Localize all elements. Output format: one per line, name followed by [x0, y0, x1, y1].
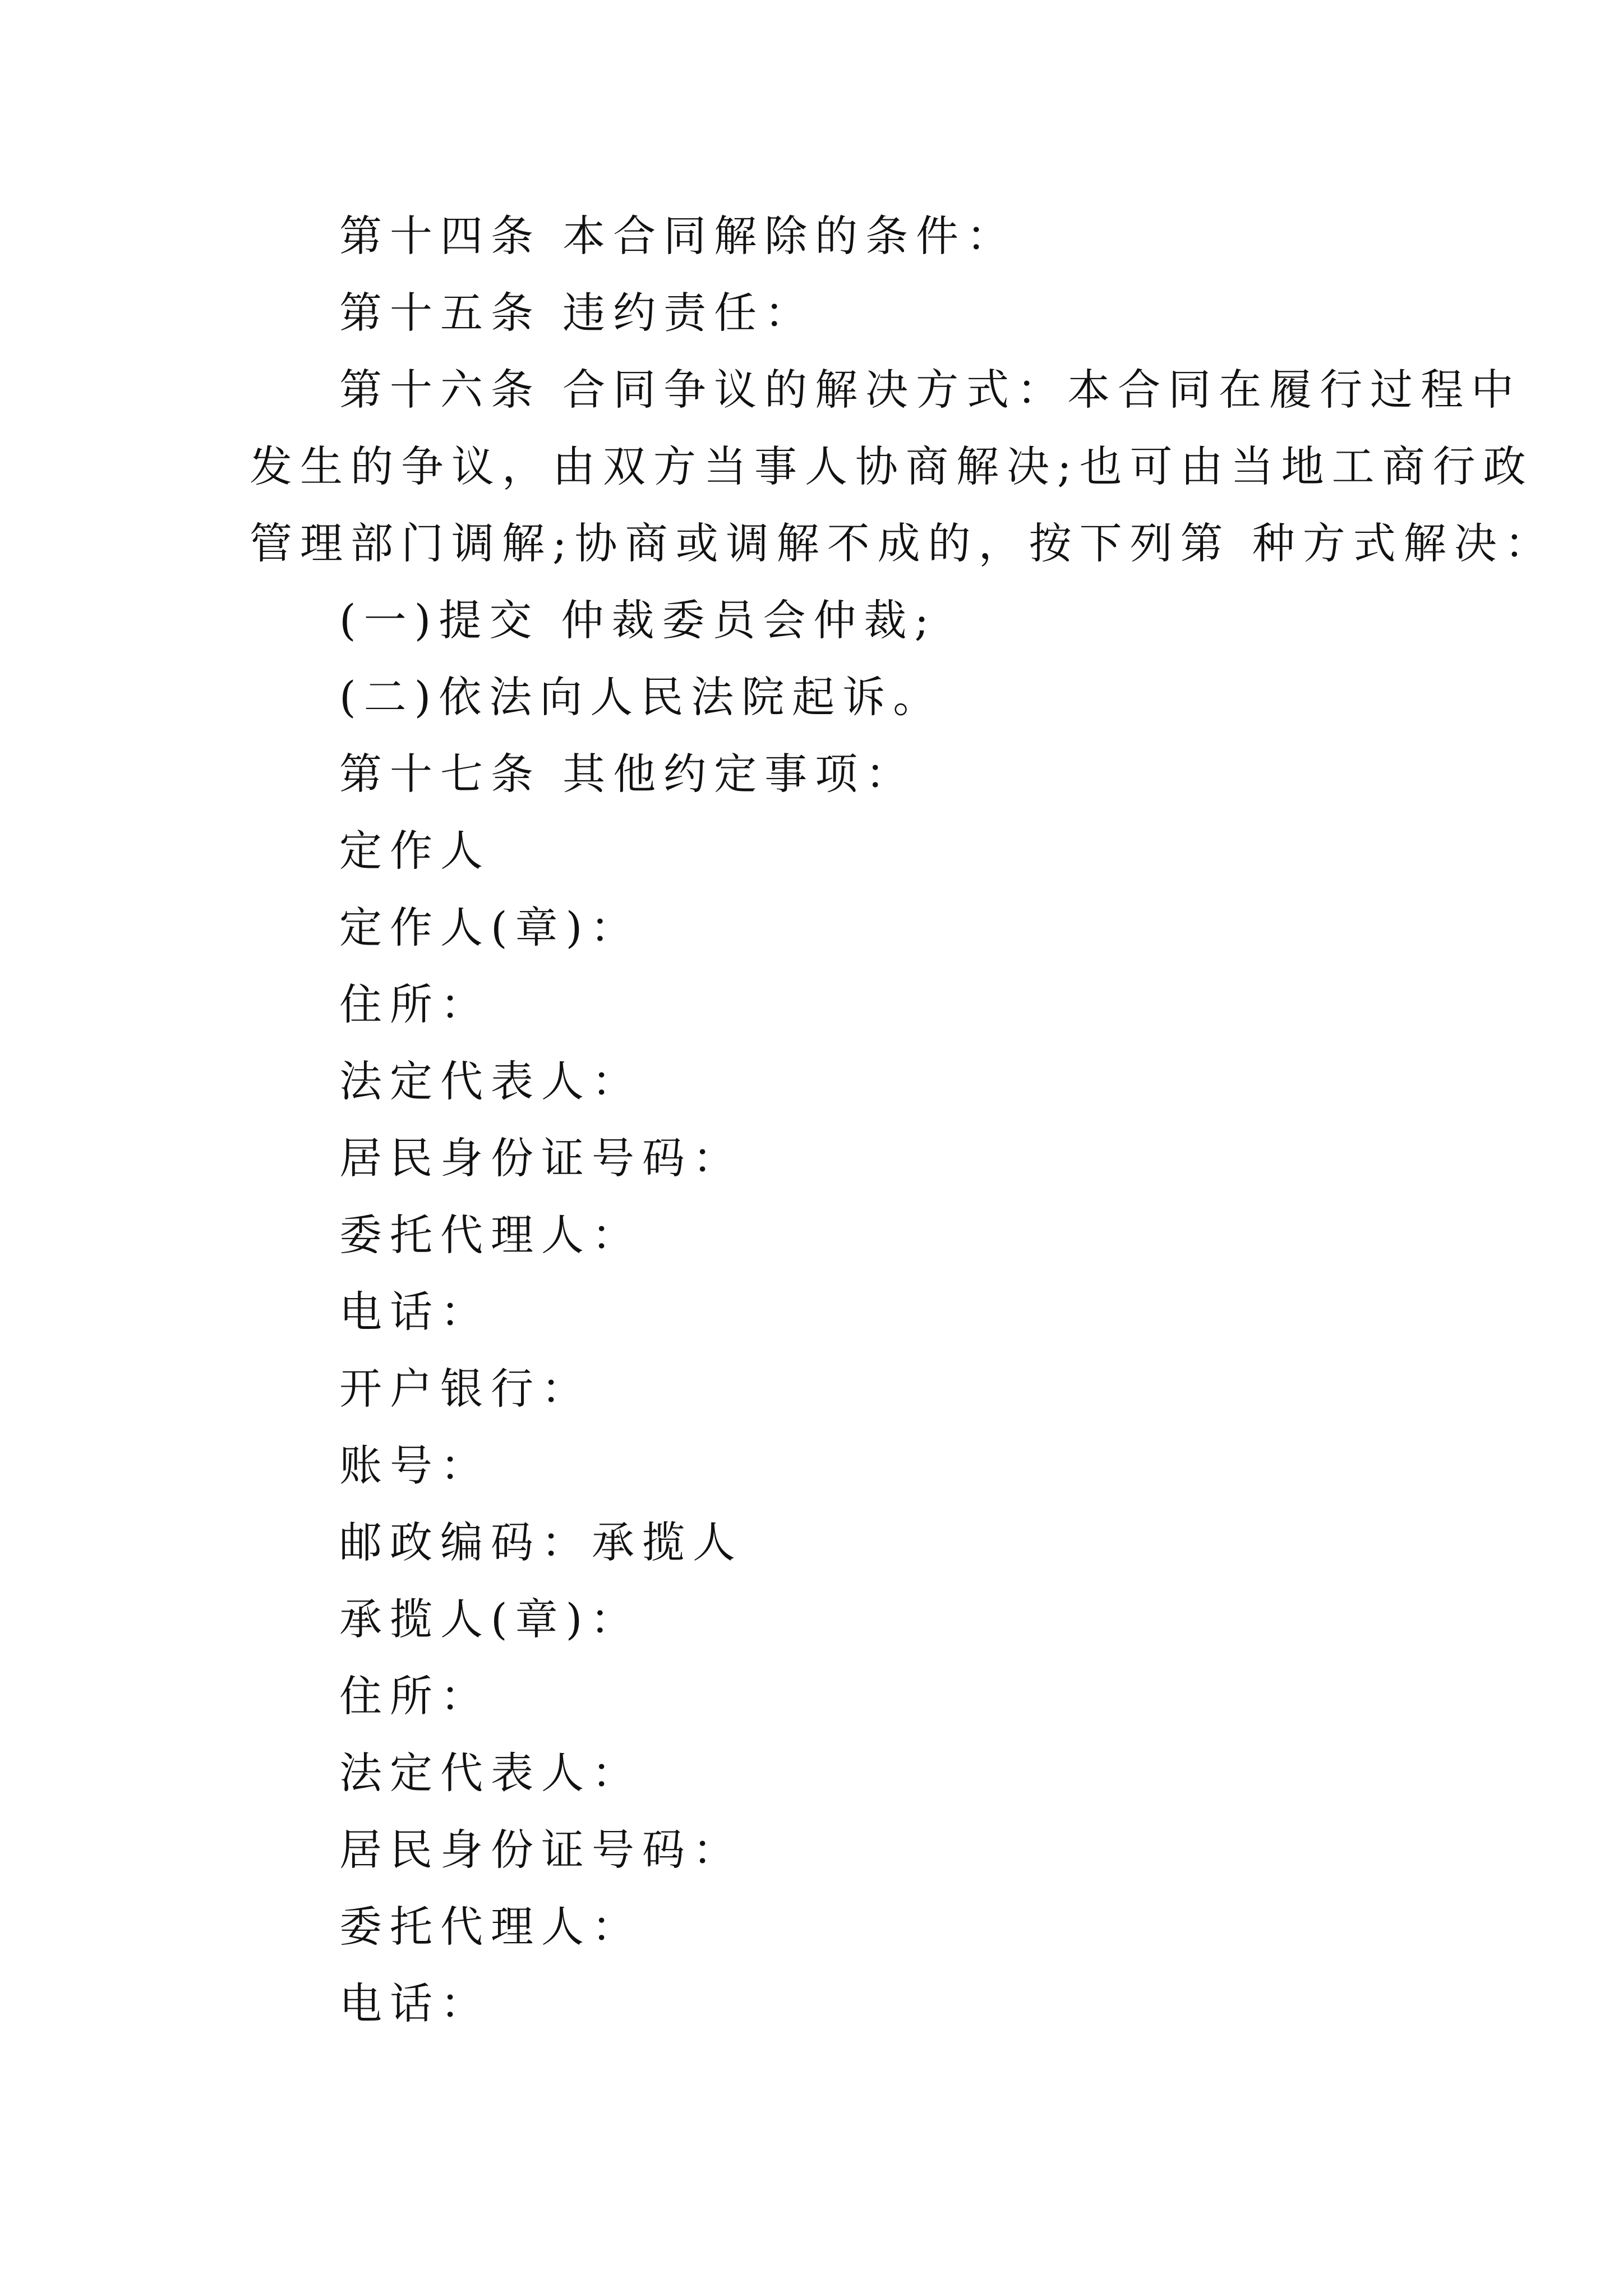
party-b-legal-rep: 法定代表人：	[339, 1748, 642, 1798]
article-17-other-matters: 第十七条 其他约定事项：	[339, 749, 916, 799]
party-a-legal-rep: 法定代表人：	[339, 1056, 642, 1106]
party-a-address: 住所：	[339, 979, 491, 1029]
party-a-bank: 开户银行：	[339, 1364, 592, 1414]
party-a-phone: 电话：	[339, 1287, 491, 1337]
party-a-account: 账号：	[339, 1441, 491, 1490]
option-arbitration: (一)提交 仲裁委员会仲裁;	[339, 595, 937, 645]
party-a-seal: 定作人(章)：	[339, 903, 641, 953]
party-a-postcode: 邮政编码：承揽人	[339, 1517, 743, 1567]
article-14-termination: 第十四条 本合同解除的条件：	[339, 211, 1017, 261]
article-16-line-3: 管理部门调解;协商或调解不成的，按下列第 种方式解决：	[250, 518, 1555, 568]
article-15-liability: 第十五条 违约责任：	[339, 288, 815, 338]
article-16-line-1: 第十六条 合同争议的解决方式：本合同在履行过程中	[339, 365, 1522, 415]
party-b-id-number: 居民身份证号码：	[339, 1825, 743, 1875]
party-b-phone: 电话：	[339, 1978, 491, 2028]
article-16-line-2: 发生的争议，由双方当事人协商解决;也可由当地工商行政	[250, 441, 1534, 491]
party-a-heading: 定作人	[339, 826, 491, 876]
party-a-agent: 委托代理人：	[339, 1210, 642, 1260]
party-b-address: 住所：	[339, 1671, 491, 1721]
party-b-agent: 委托代理人：	[339, 1902, 642, 1952]
contract-body	[250, 197, 1555, 2042]
party-a-id-number: 居民身份证号码：	[339, 1133, 743, 1183]
party-b-seal: 承揽人(章)：	[339, 1594, 641, 1644]
option-litigation: (二)依法向人民法院起诉。	[339, 672, 944, 722]
